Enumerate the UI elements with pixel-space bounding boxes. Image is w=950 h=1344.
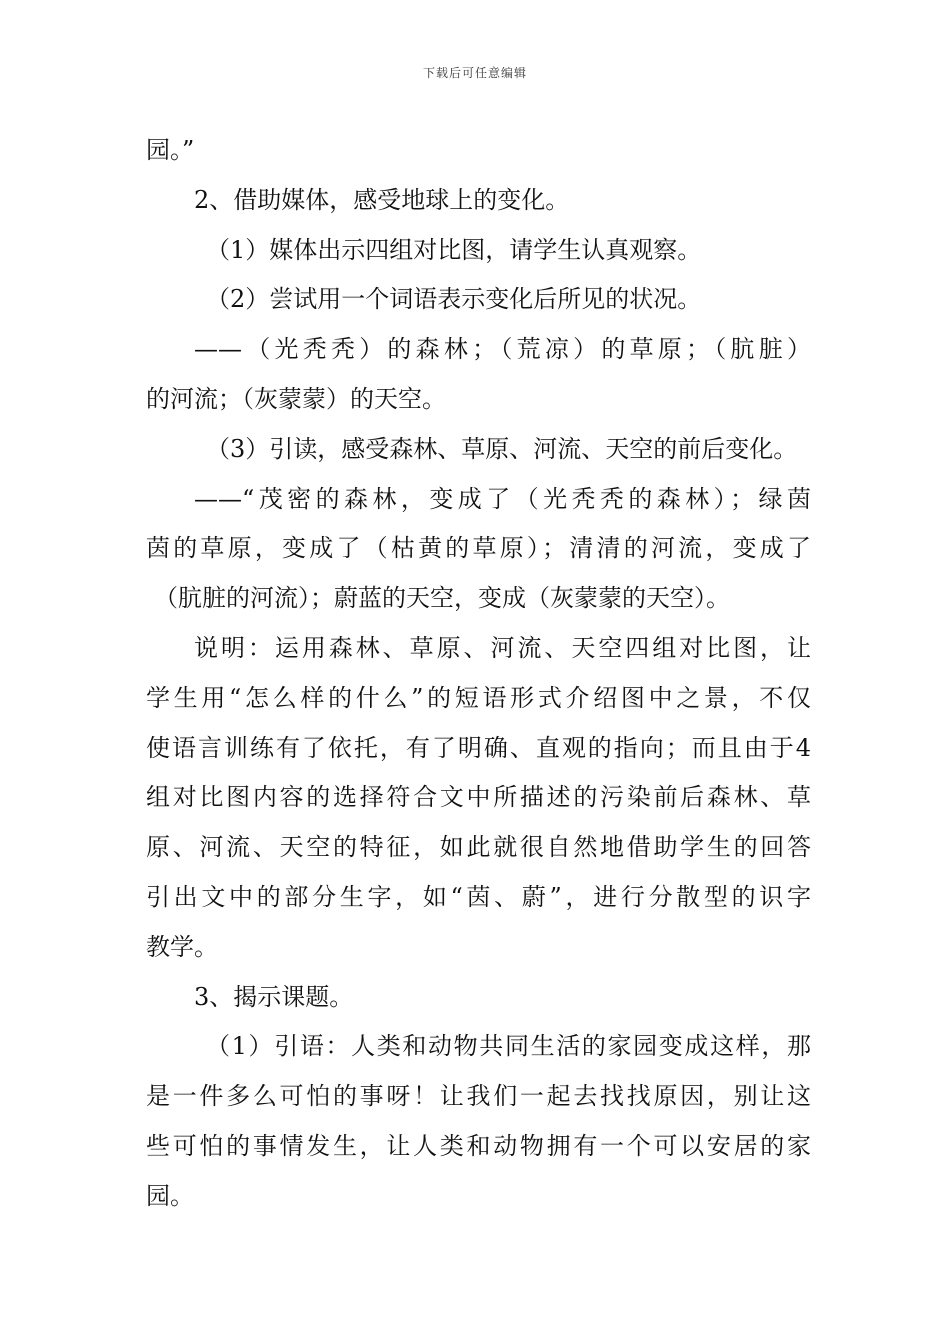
text-line: （肮脏的河流）；蔚蓝的天空，变成（灰蒙蒙的天空）。 [154, 584, 730, 613]
text-line: 原、河流、天空的特征，如此就很自然地借助学生的回答 [146, 833, 811, 862]
text-line: 教学。 [146, 932, 218, 961]
text-line: 园。” [146, 136, 195, 164]
text-line: （2）尝试用一个词语表示变化后所见的状况。 [206, 285, 702, 314]
section-heading: 3、揭示课题。 [194, 982, 354, 1011]
text-line: （1）媒体出示四组对比图，请学生认真观察。 [206, 235, 702, 264]
text-line: 茵的草原，变成了（枯黄的草原）；清清的河流，变成了 [146, 534, 811, 563]
text-line: 些可怕的事情发生，让人类和动物拥有一个可以安居的家 [146, 1131, 811, 1160]
text-line: ——“茂密的森林，变成了（光秃秃的森林）；绿茵 [194, 484, 811, 513]
text-line: 园。 [146, 1181, 194, 1210]
text-line: 是一件多么可怕的事呀！让我们一起去找找原因，别让这 [146, 1082, 811, 1111]
text-line: 引出文中的部分生字，如“茵、蔚”，进行分散型的识字 [146, 882, 811, 911]
text-line: ——（光秃秃）的森林；（荒凉）的草原；（肮脏） [194, 335, 811, 364]
text-line: 的河流；（灰蒙蒙）的天空。 [146, 384, 446, 413]
text-line: （1）引语：人类和动物共同生活的家园变成这样，那 [206, 1032, 811, 1061]
text-line: 使语言训练有了依托，有了明确、直观的指向；而且由于4 [146, 733, 811, 762]
section-heading: 2、借助媒体，感受地球上的变化。 [194, 185, 570, 214]
document-body [146, 126, 811, 1222]
text-line: 说明：运用森林、草原、河流、天空四组对比图，让 [194, 633, 811, 662]
text-line: （3）引读，感受森林、草原、河流、天空的前后变化。 [206, 434, 798, 463]
text-line: 学生用“怎么样的什么”的短语形式介绍图中之景，不仅 [146, 683, 811, 712]
page-header: 下载后可任意编辑 [422, 66, 527, 80]
text-line: 组对比图内容的选择符合文中所描述的污染前后森林、草 [146, 783, 811, 812]
